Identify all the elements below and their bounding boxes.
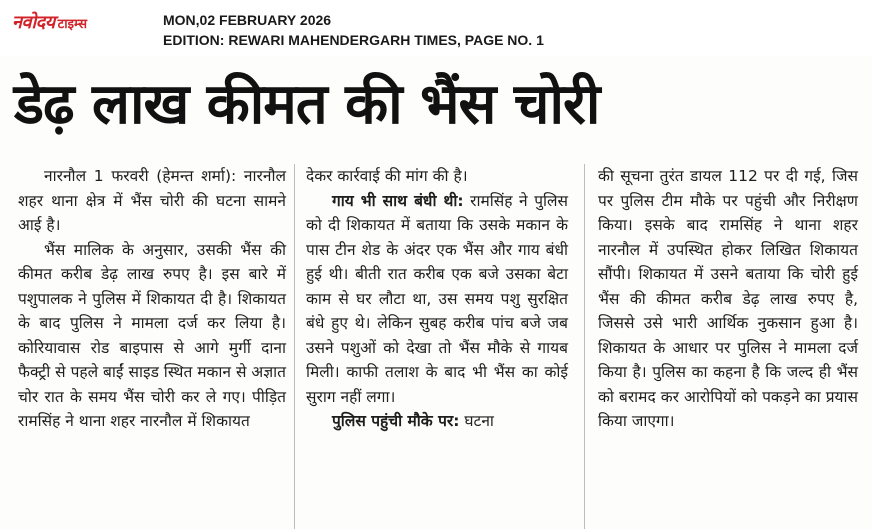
news-article [0, 56, 872, 529]
subheading: गाय भी साथ बंधी थी: [332, 191, 464, 210]
paragraph-with-subhead [306, 189, 568, 410]
logo-sub-text: टाइम्स [57, 17, 87, 32]
article-headline: डेढ़ लाख कीमत की भैंस चोरी [14, 72, 600, 137]
article-column-3 [598, 164, 858, 434]
newspaper-logo [12, 10, 87, 32]
paragraph: की सूचना तुरंत डायल 112 पर दी गई, जिस पर पुलिस टीम मौके पर पहुंची और निरीक्षण किया। इसके बाद रामसिंह ने थाना शहर नारनौल में उपस्थित होकर लिखित शिकायत सौंपी। शिकायत में उसने बताया कि चोरी हुई भैंस की कीमत करीब डेढ़ लाख रुपए है, जिससे उसे भारी आर्थिक नुकसान हुआ है। शिकायत के आधार पर पुलिस ने मामला दर्ज किया है। पुलिस का कहना है कि जल्द ही भैंस को बरामद कर आरोपियों को पकड़ने का प्रयास किया जाएगा। [598, 167, 858, 430]
date-line: MON,02 FEBRUARY 2026 [163, 12, 332, 28]
article-column-1 [18, 164, 286, 434]
edition-line: EDITION: REWARI MAHENDERGARH TIMES, PAGE NO. 1 [163, 32, 544, 48]
subheading: पुलिस पहुंची मौके पर: [332, 412, 460, 430]
logo-main-text: नवोदय [12, 12, 55, 33]
paragraph-with-subhead [306, 409, 568, 434]
edition-meta [163, 10, 544, 50]
paragraph-text: घटना [464, 412, 494, 430]
column-divider [584, 164, 585, 529]
column-divider [294, 164, 295, 529]
paragraph: नारनौल 1 फरवरी (हेमन्त शर्मा): नारनौल शहर थाना क्षेत्र में भैंस चोरी की घटना सामने आई है। [18, 167, 286, 234]
article-column-2 [306, 164, 568, 434]
paragraph: देकर कार्रवाई की मांग की है। [306, 167, 468, 185]
paragraph-text: रामसिंह ने पुलिस को दी शिकायत में बताया कि उसके मकान के पास टीन शेड के अंदर एक भैंस और गाय बंधी हुई थी। बीती रात करीब एक बजे उसका बेटा काम से घर लौटा था, उस समय पशु सुरक्षित बंधे हुए थे। लेकिन सुबह करीब पांच बजे जब उसने पशुओं को देखा तो भैंस मौके से गायब मिली। काफी तलाश के बाद भी भैंस का कोई सुराग नहीं लगा। [306, 191, 568, 406]
page-header [0, 0, 872, 57]
paragraph: भैंस मालिक के अनुसार, उसकी भैंस की कीमत करीब डेढ़ लाख रुपए है। इस बारे में पशुपालक ने पुलिस में शिकायत दी है। शिकायत के बाद पुलिस ने मामला दर्ज कर लिया है। कोरियावास रोड बाइपास से आगे मुर्गी दाना फैक्ट्री से पहले बाईं साइड स्थित मकान से अज्ञात चोर रात के समय भैंस चोरी कर ले गए। पीड़ित रामसिंह ने थाना शहर नारनौल में शिकायत [18, 240, 286, 430]
